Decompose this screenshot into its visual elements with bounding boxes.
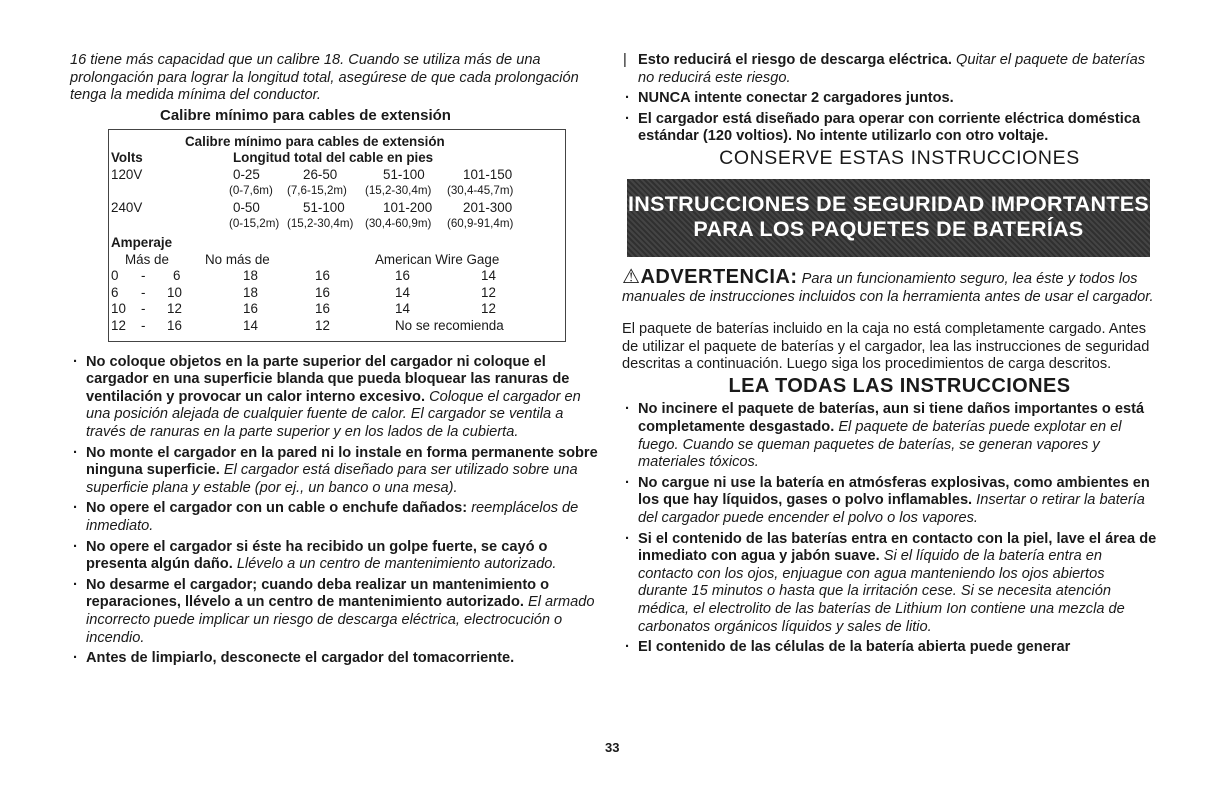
list-item — [70, 650, 600, 668]
bullet-italic-text: El armado incorrecto puede implicar un riesgo de descarga eléctrica, electrocución o incendio. — [86, 594, 595, 646]
list-item — [622, 639, 1157, 657]
metric-cell: (15,2-30,4m) — [287, 217, 354, 231]
bullet-italic-text: Insertar o retirar la batería del cargador puede encender el polvo o los vapores. — [638, 492, 1145, 526]
gauge-cell: 16 — [315, 284, 330, 300]
no-mas-de-label: No más de — [205, 251, 270, 267]
battery-safety-list — [622, 401, 1157, 656]
gauge-cell: 18 — [243, 268, 258, 284]
table-title-row — [111, 134, 565, 151]
gauge-cell: 14 — [481, 268, 496, 284]
amperage-label-row — [111, 235, 565, 252]
bullet-bold-text: Si el contenido de las baterías entra en contacto con la piel, lave el área de inmediato con agua y jabón suave. — [638, 530, 1157, 565]
gauge-cell: No se recomienda — [395, 318, 504, 334]
gauge-cell: 14 — [395, 284, 410, 300]
amp-row — [111, 318, 565, 335]
metric-cell: (30,4-45,7m) — [447, 184, 514, 198]
table-heading: Calibre mínimo para cables de extensión — [160, 106, 451, 124]
bullet-bold-text: NUNCA intente conectar 2 cargadores juntos. — [638, 90, 954, 107]
bullet-bold-text: No monte el cargador en la pared ni lo instale en forma permanente sobre ninguna superficie. — [86, 444, 598, 479]
list-item — [70, 445, 600, 498]
bullet-italic-text: Llévelo a un centro de mantenimiento autorizado. — [232, 556, 557, 573]
metric-cell: (0-15,2m) — [229, 217, 280, 231]
range-cell: 0-25 — [233, 166, 260, 182]
read-instructions-heading: LEA TODAS LAS INSTRUCCIONES — [728, 375, 1071, 398]
conserve-heading: CONSERVE ESTAS INSTRUCCIONES — [719, 146, 1080, 169]
range-cell: 0-50 — [233, 199, 260, 215]
amp-from: 12 — [111, 318, 126, 334]
bullet-bold-text: Esto reducirá el riesgo de descarga eléctrica. — [638, 52, 952, 68]
warning-block — [622, 265, 1157, 306]
bullet-italic-text: El cargador está diseñado para ser utilizado sobre una superficie plana y estable (por ej., un banco o una mesa). — [86, 462, 578, 496]
bullet-bold-text: Antes de limpiarlo, desconecte el cargador del tomacorriente. — [86, 650, 515, 667]
range-cell: 51-100 — [383, 166, 425, 182]
bullet-bold-text: No desarme el cargador; cuando deba realizar un mantenimiento o reparaciones, llévelo a un centro de mantenimiento autorizado. — [86, 576, 550, 611]
charger-safety-list — [70, 354, 600, 668]
bullet-italic-text: Coloque el cargador en una posición alejada de cualquier fuente de calor. El cargador se ventila a través de ranuras en la parte superior y en los lados de la cubierta. — [86, 388, 581, 440]
list-item — [70, 500, 600, 535]
extension-cord-table — [108, 129, 566, 342]
gauge-cell: 14 — [243, 318, 258, 334]
range-cell: 101-150 — [463, 166, 513, 182]
bullet-bold-text: No opere el cargador con un cable o enchufe dañados: — [86, 500, 468, 517]
bullet-italic-text: reemplácelos de inmediato. — [86, 500, 579, 534]
amp-from: 0 — [111, 268, 119, 284]
gauge-cell: 16 — [395, 268, 410, 284]
amp-dash: - — [141, 268, 146, 284]
gauge-cell: 12 — [481, 284, 496, 300]
amp-to: 10 — [167, 284, 182, 300]
page-number: 33 — [605, 740, 620, 755]
range-cell: 51-100 — [303, 199, 345, 215]
amp-row — [111, 301, 565, 318]
gauge-cell: 16 — [243, 301, 258, 317]
amp-dash: - — [141, 301, 146, 317]
gauge-cell: 14 — [395, 301, 410, 317]
metric-row — [111, 216, 565, 233]
bullet-bold-text: No cargue ni use la batería en atmósferas explosivas, como ambientes en los que hay líquidos, gases o polvo inflamables. — [638, 474, 1150, 509]
metric-cell: (60,9-91,4m) — [447, 217, 514, 231]
bullet-bold-text: El cargador está diseñado para operar con corriente eléctrica doméstica estándar (120 voltios). No intente utilizarlo con otro voltaje. — [638, 110, 1141, 145]
list-item — [622, 90, 1157, 108]
warning-icon: ⚠ — [622, 265, 641, 288]
amp-row — [111, 268, 565, 285]
amp-to: 12 — [167, 301, 182, 317]
list-item — [70, 577, 600, 647]
amperage-label: Amperaje — [111, 235, 173, 251]
metric-cell: (7,6-15,2m) — [287, 184, 347, 198]
range-cell: 101-200 — [383, 199, 433, 215]
volts-label: Volts — [111, 150, 143, 166]
right-column — [622, 52, 1157, 660]
intro-paragraph: 16 tiene más capacidad que un calibre 18. Cuando se utiliza más de una prolongación para lograr la longitud total, asegúrese de que cada prolongación tenga la medida mínima del conductor. — [70, 52, 579, 103]
volt-cell: 120V — [111, 166, 143, 182]
battery-paragraph: El paquete de baterías incluido en la caja no está completamente cargado. Antes de utilizar el paquete de baterías y el cargador, lea las instrucciones de seguridad descritas a continuación. Luego siga los procedimientos de carga descritos. — [622, 321, 1150, 372]
volt-cell: 240V — [111, 199, 143, 215]
range-cell: 26-50 — [303, 166, 338, 182]
charger-top-list — [622, 52, 1157, 146]
length-label: Longitud total del cable en pies — [233, 150, 434, 166]
list-item — [622, 52, 1157, 87]
banner-line-1: INSTRUCCIONES DE SEGURIDAD IMPORTANTES — [627, 191, 1150, 216]
bullet-italic-text: Quitar el paquete de baterías no reducirá este riesgo. — [638, 52, 1146, 86]
gauge-cell: 12 — [315, 318, 330, 334]
metric-cell: (30,4-60,9m) — [365, 217, 432, 231]
list-item — [622, 475, 1157, 528]
list-item — [622, 531, 1157, 637]
bullet-italic-text: El paquete de baterías puede explotar en el fuego. Cuando se queman paquetes de baterías, se generan vapores y materiales tóxicos. — [638, 418, 1122, 471]
warning-title: ADVERTENCIA: — [640, 265, 798, 288]
voltage-row — [111, 200, 565, 217]
warning-text: Para un funcionamiento seguro, lea éste y todos los manuales de instrucciones incluidos con la herramienta antes de usar el cargador. — [622, 270, 1154, 305]
list-item — [70, 354, 600, 442]
awg-label: American Wire Gage — [375, 251, 500, 267]
gauge-cell: 16 — [315, 268, 330, 284]
bullet-bold-text: No incinere el paquete de baterías, aun si tiene daños importantes o está completamente desgastado. — [638, 401, 1145, 435]
metric-row — [111, 183, 565, 200]
left-column — [70, 52, 600, 671]
amp-to: 16 — [167, 318, 182, 334]
list-item — [622, 401, 1157, 471]
table-title: Calibre mínimo para cables de extensión — [185, 133, 445, 149]
amp-dash: - — [141, 284, 146, 300]
bullet-bold-text: No coloque objetos en la parte superior del cargador ni coloque el cargador en una superficie blanda que pueda bloquear las ranuras de ventilación y provocar un calor interno excesivo. — [86, 353, 570, 405]
amp-to: 6 — [173, 268, 181, 284]
voltage-row — [111, 167, 565, 184]
list-item — [622, 111, 1157, 146]
gauge-cell: 18 — [243, 284, 258, 300]
bullet-bold-text: No opere el cargador si éste ha recibido un golpe fuerte, se cayó o presenta algún daño. — [86, 538, 548, 573]
battery-safety-banner — [627, 179, 1150, 257]
banner-line-2: PARA LOS PAQUETES DE BATERÍAS — [693, 216, 1084, 241]
amp-row — [111, 285, 565, 302]
bullet-italic-text: Si el líquido de la batería entra en contacto con los ojos, enjuague con agua manteniendo los ojos abiertos durante 15 minutos o hasta que la irritación cese. Si se necesita atención médica, el electrolito de las baterías de Lithium Ion contiene una mezcla de carbonatos orgánicos líquidos y sales de litio. — [638, 548, 1125, 635]
table-header-row — [111, 150, 565, 167]
gauge-cell: 16 — [315, 301, 330, 317]
metric-cell: (15,2-30,4m) — [365, 184, 432, 198]
amp-from: 6 — [111, 284, 119, 300]
amp-from: 10 — [111, 301, 126, 317]
amp-dash: - — [141, 318, 146, 334]
list-item — [70, 539, 600, 574]
range-cell: 201-300 — [463, 199, 513, 215]
mas-de-label: Más de — [125, 251, 169, 267]
metric-cell: (0-7,6m) — [229, 184, 273, 198]
gauge-cell: 12 — [481, 301, 496, 317]
bullet-bold-text: El contenido de las células de la batería abierta puede generar — [638, 639, 1071, 656]
amperage-header-row — [111, 252, 565, 269]
